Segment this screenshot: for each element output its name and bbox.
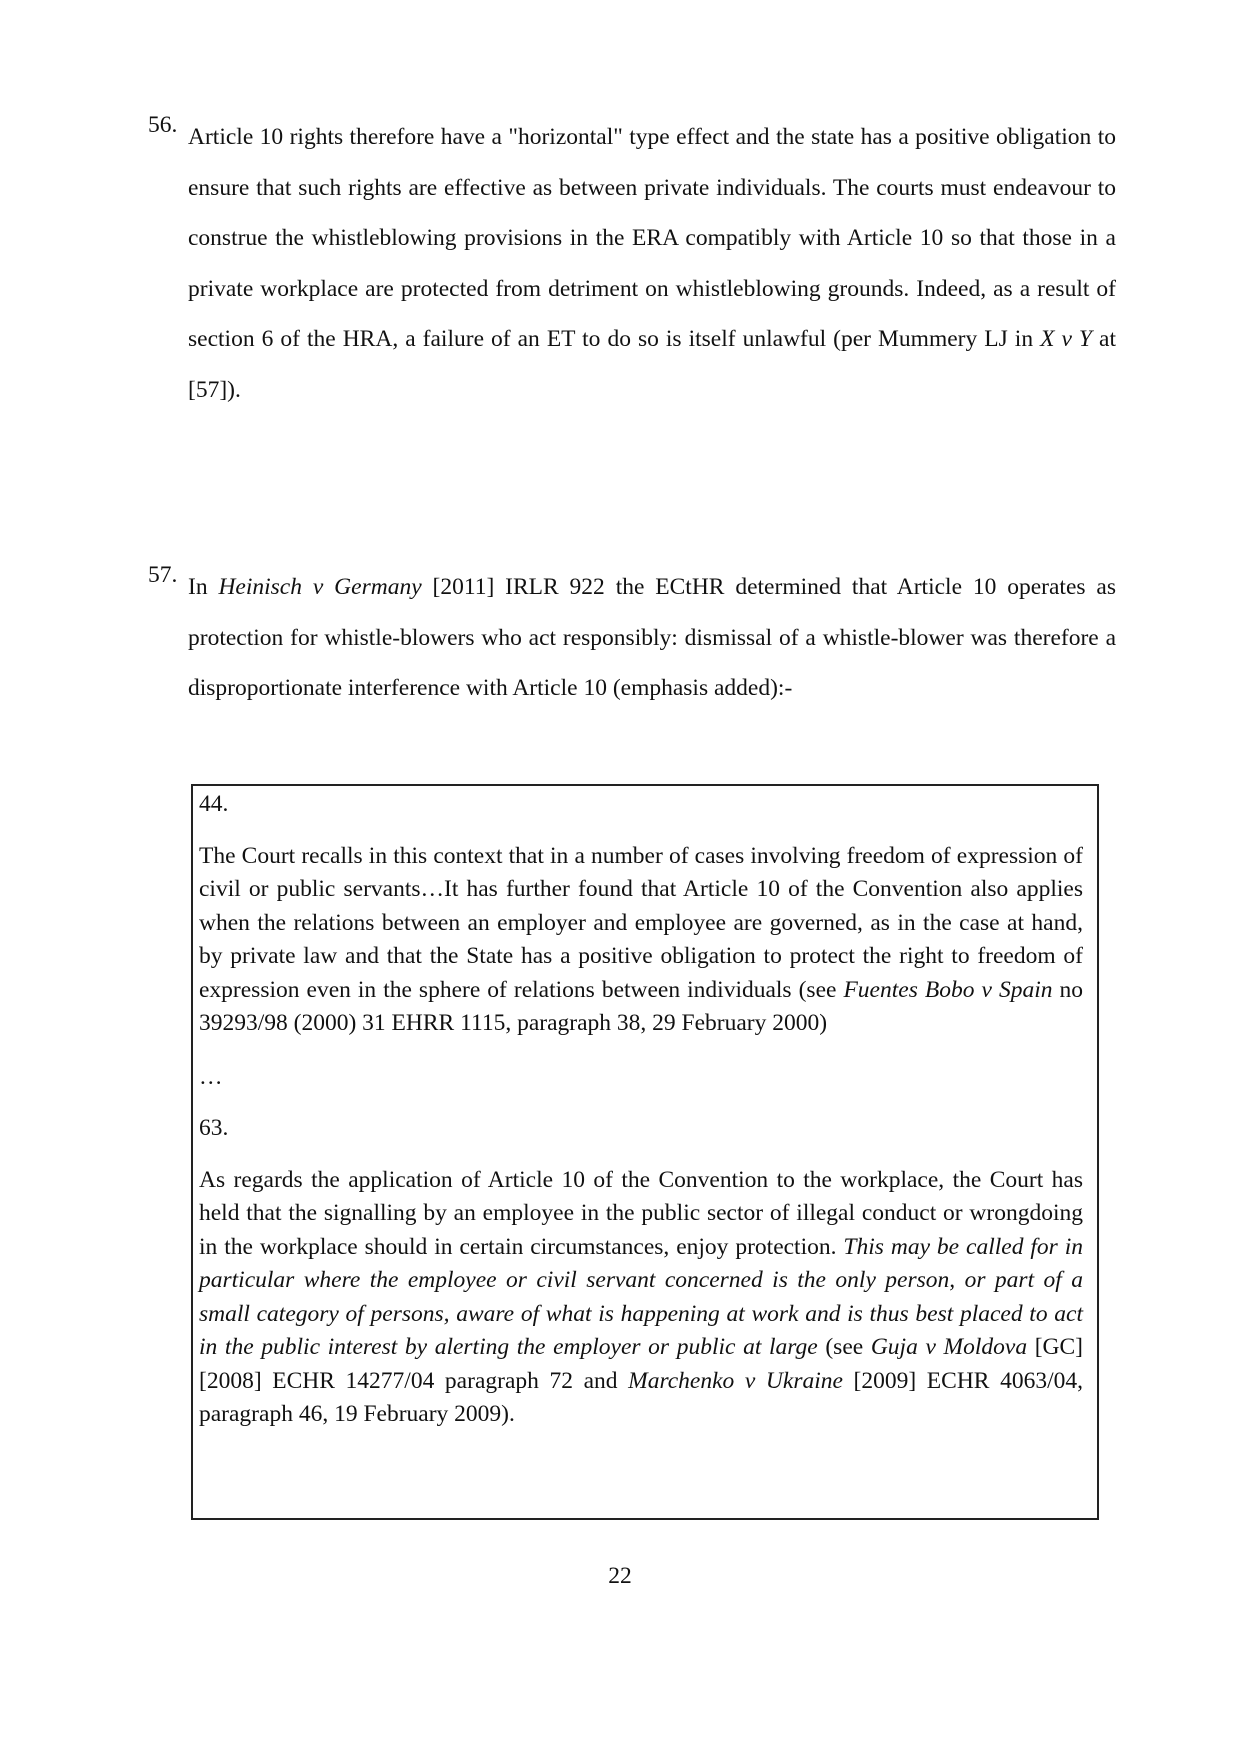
text-run: As regards the application of Article 10 of the Convention to the workplace, the Court has held that the signalling by an employee in the public sector of illegal conduct or wrongdoing in the workplace should in certain circumstances, enjoy protection. [199, 1166, 1083, 1260]
quote-paragraph-number: 63. [199, 1115, 229, 1141]
text-run: In [188, 574, 219, 600]
emphasized-text: This may be called for in particular where the employee or civil servant concerned is the only person, or part of a small category of persons, aware of what is happening at work and is thus best placed to act in the public interest by alerting the employer or public at large [199, 1233, 1084, 1360]
quote-ellipsis: … [199, 1063, 223, 1090]
text-run: (see [817, 1334, 871, 1360]
case-name: Fuentes Bobo v Spain [843, 976, 1053, 1003]
paragraph-57 [148, 562, 1116, 714]
paragraph-number: 56. [148, 112, 178, 138]
text-run: [2009] ECHR 4063/04, paragraph 46, 19 February 2009). [199, 1367, 1083, 1427]
text-run: The Court recalls in this context that in a number of cases involving freedom of expression of civil or public servants…It has further found that Article 10 of the Convention also applies when the relations between an employer and employee are governed, as in the case at hand, by private law and that the State has a positive obligation to protect the right to freedom of expression even in the sphere of relations between individuals (see [199, 842, 1083, 1003]
case-name: Heinisch v Germany [218, 574, 422, 600]
text-run: [GC] [2008] ECHR 14277/04 paragraph 72 and [199, 1334, 1084, 1394]
text-run: no 39293/98 (2000) 31 EHRR 1115, paragraph 38, 29 February 2000) [199, 976, 1083, 1036]
quote-paragraph-number: 44. [199, 791, 229, 817]
quoted-judgment-box [191, 784, 1099, 1520]
paragraph-text [188, 112, 1116, 415]
quote-paragraph-63 [199, 1164, 1083, 1432]
case-name: X v Y [1040, 326, 1093, 352]
page-number: 22 [608, 1563, 632, 1589]
quote-paragraph-44 [199, 840, 1083, 1041]
case-name: Guja v Moldova [870, 1334, 1028, 1360]
paragraph-number: 57. [148, 562, 178, 588]
text-run: at [57]). [188, 326, 1117, 403]
case-name: Marchenko v Ukraine [628, 1367, 843, 1394]
paragraph-56 [148, 112, 1116, 415]
text-run: [2011] IRLR 922 the ECtHR determined that Article 10 operates as protection for whistle-blowers who act responsibly: dismissal of a whistle-blower was therefore a disproportionate interference with Article 10 (emphasis added):- [188, 574, 1116, 701]
paragraph-text [188, 562, 1116, 714]
text-run: Article 10 rights therefore have a "horizontal" type effect and the state has a positive obligation to ensure that such rights are effective as between private individuals. The courts must endeavour to construe the whistleblowing provisions in the ERA compatibly with Article 10 so that those in a private workplace are protected from detriment on whistleblowing grounds. Indeed, as a result of section 6 of the HRA, a failure of an ET to do so is itself unlawful (per Mummery LJ in [188, 124, 1116, 352]
